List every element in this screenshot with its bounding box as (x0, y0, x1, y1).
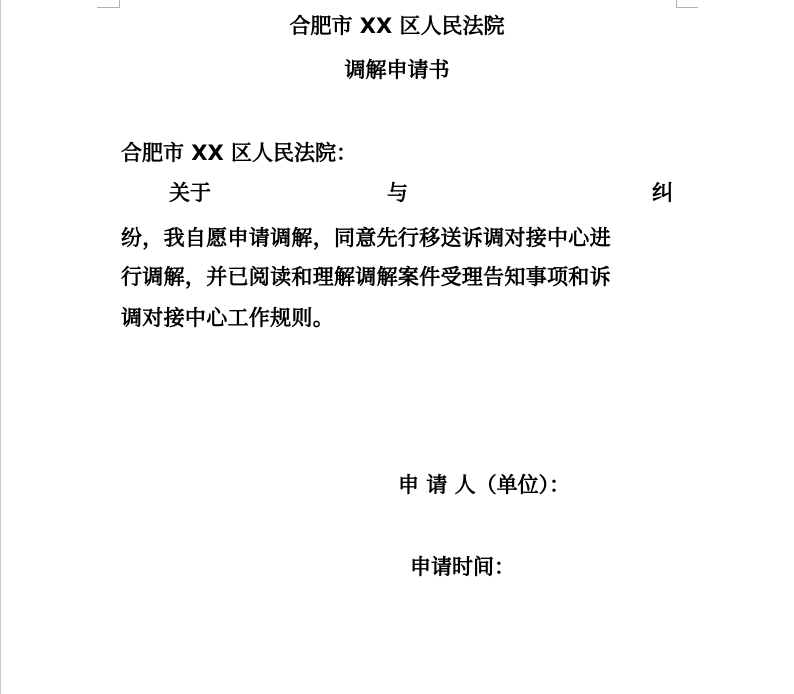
applicant-label: 申 请 人（单位）： (398, 473, 571, 497)
body-segment-and: 与 (387, 181, 408, 205)
body-line-2: 纷，我自愿申请调解，同意先行移送诉调对接中心进 (121, 226, 611, 250)
body-line-3: 行调解，并已阅读和理解调解案件受理告知事项和诉 (121, 265, 611, 289)
page-left-edge (0, 0, 1, 694)
body-line-4: 调对接中心工作规则。 (121, 306, 334, 330)
crop-mark-top-left (97, 7, 119, 8)
crop-mark-top-right-vertical (676, 0, 677, 8)
body-segment-regarding: 关于 (169, 181, 211, 205)
application-date-label: 申请时间： (410, 555, 515, 579)
crop-mark-top-left-vertical (119, 0, 120, 8)
court-name-heading: 合肥市 XX 区人民法院 (289, 14, 505, 38)
body-segment-dispute: 纠 (652, 181, 673, 205)
crop-mark-top-right (676, 7, 698, 8)
addressee-line: 合肥市 XX 区人民法院： (121, 141, 358, 165)
body-first-line (121, 178, 677, 208)
document-title: 调解申请书 (344, 58, 450, 82)
